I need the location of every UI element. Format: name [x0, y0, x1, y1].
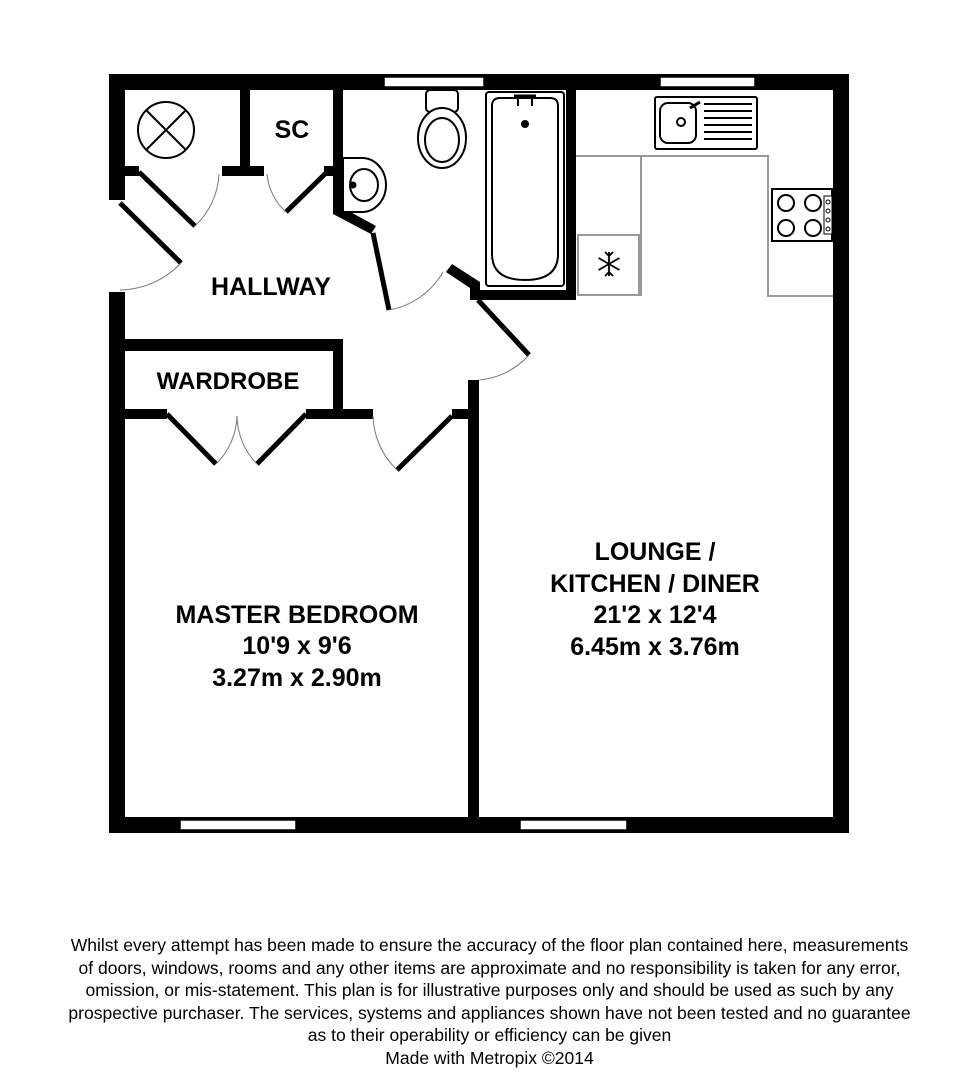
sink-icon — [655, 97, 757, 149]
wall-wardrobe-right — [333, 339, 343, 419]
door-bedroom-leaf — [397, 416, 452, 470]
door-bathroom-leaf — [373, 233, 389, 310]
door-sc-swing — [267, 174, 286, 212]
door-cupboard-swing — [195, 174, 219, 226]
door-front-swing — [120, 263, 181, 290]
hob-icon — [772, 189, 832, 241]
door-cupboard-leaf — [139, 172, 195, 226]
toilet-icon — [418, 90, 466, 168]
wall-bath-bottom — [470, 290, 576, 300]
walls — [109, 74, 849, 833]
wall-cupboard-bottom-right — [222, 166, 250, 176]
lounge-name-line1: LOUNGE / — [594, 538, 716, 566]
lounge-name-line2: KITCHEN / DINER — [550, 570, 760, 598]
wall-bath-right — [566, 90, 576, 300]
master-bedroom-metric: 3.27m x 2.90m — [212, 664, 382, 692]
door-front-leaf — [120, 203, 181, 263]
wardrobe-label: WARDROBE — [156, 368, 300, 395]
disclaimer — [0, 934, 979, 1069]
wall-cupboard-right — [240, 90, 250, 176]
lounge-label — [550, 538, 760, 661]
door-lounge-swing — [479, 355, 529, 380]
disclaimer-line: Whilst every attempt has been made to ensure the accuracy of the floor plan contained here, measurements — [70, 935, 909, 955]
wall-divider — [468, 380, 479, 833]
wall-right — [833, 74, 849, 833]
wall-wardrobe-bottom-right — [306, 409, 373, 419]
wall-left-lower — [109, 292, 125, 833]
wall-left-upper — [109, 74, 125, 200]
window-lounge — [520, 820, 627, 830]
freezer-icon — [578, 235, 639, 295]
lounge-metric: 6.45m x 3.76m — [570, 633, 740, 661]
basin-icon — [343, 158, 386, 212]
door-bathroom-swing — [389, 272, 443, 310]
disclaimer-line: prospective purchaser. The services, systems and appliances shown have not been tested and no guarantee — [68, 1002, 911, 1023]
window-bathroom — [384, 77, 484, 87]
doors — [120, 172, 529, 470]
sc-label: SC — [274, 116, 310, 144]
bath-icon — [486, 92, 564, 286]
door-lounge-leaf — [478, 300, 529, 355]
master-bedroom-label — [175, 601, 418, 692]
wall-bath-diag-right — [446, 264, 480, 300]
master-bedroom-imperial: 10'9 x 9'6 — [242, 632, 352, 660]
metropix-credit: Made with Metropix ©2014 — [385, 1047, 594, 1068]
door-wardrobe-left-leaf — [167, 414, 216, 464]
boiler-icon — [138, 102, 194, 158]
door-bedroom-swing — [373, 416, 397, 470]
hallway-label: HALLWAY — [211, 273, 331, 301]
master-bedroom-name: MASTER BEDROOM — [175, 601, 419, 629]
wall-cupboard-bottom-left — [125, 166, 139, 176]
door-wardrobe-right-swing — [237, 416, 257, 464]
wall-sc-right — [333, 90, 343, 176]
disclaimer-line: of doors, windows, rooms and any other items are approximate and no responsibility is taken for any error, — [78, 957, 901, 978]
disclaimer-line: as to their operability or efficiency can be given — [307, 1025, 672, 1045]
wall-sc-bottom-left — [250, 166, 264, 176]
window-bedroom — [180, 820, 296, 830]
door-wardrobe-left-swing — [216, 416, 237, 464]
wall-wardrobe-bottom-left — [125, 409, 167, 419]
disclaimer-line: omission, or mis-statement. This plan is for illustrative purposes only and should be used as such by any — [85, 980, 894, 1000]
wall-wardrobe-top — [125, 339, 343, 351]
lounge-imperial: 21'2 x 12'4 — [593, 601, 717, 629]
door-wardrobe-right-leaf — [257, 414, 306, 464]
door-sc-leaf — [286, 172, 327, 212]
window-kitchen — [660, 77, 755, 87]
